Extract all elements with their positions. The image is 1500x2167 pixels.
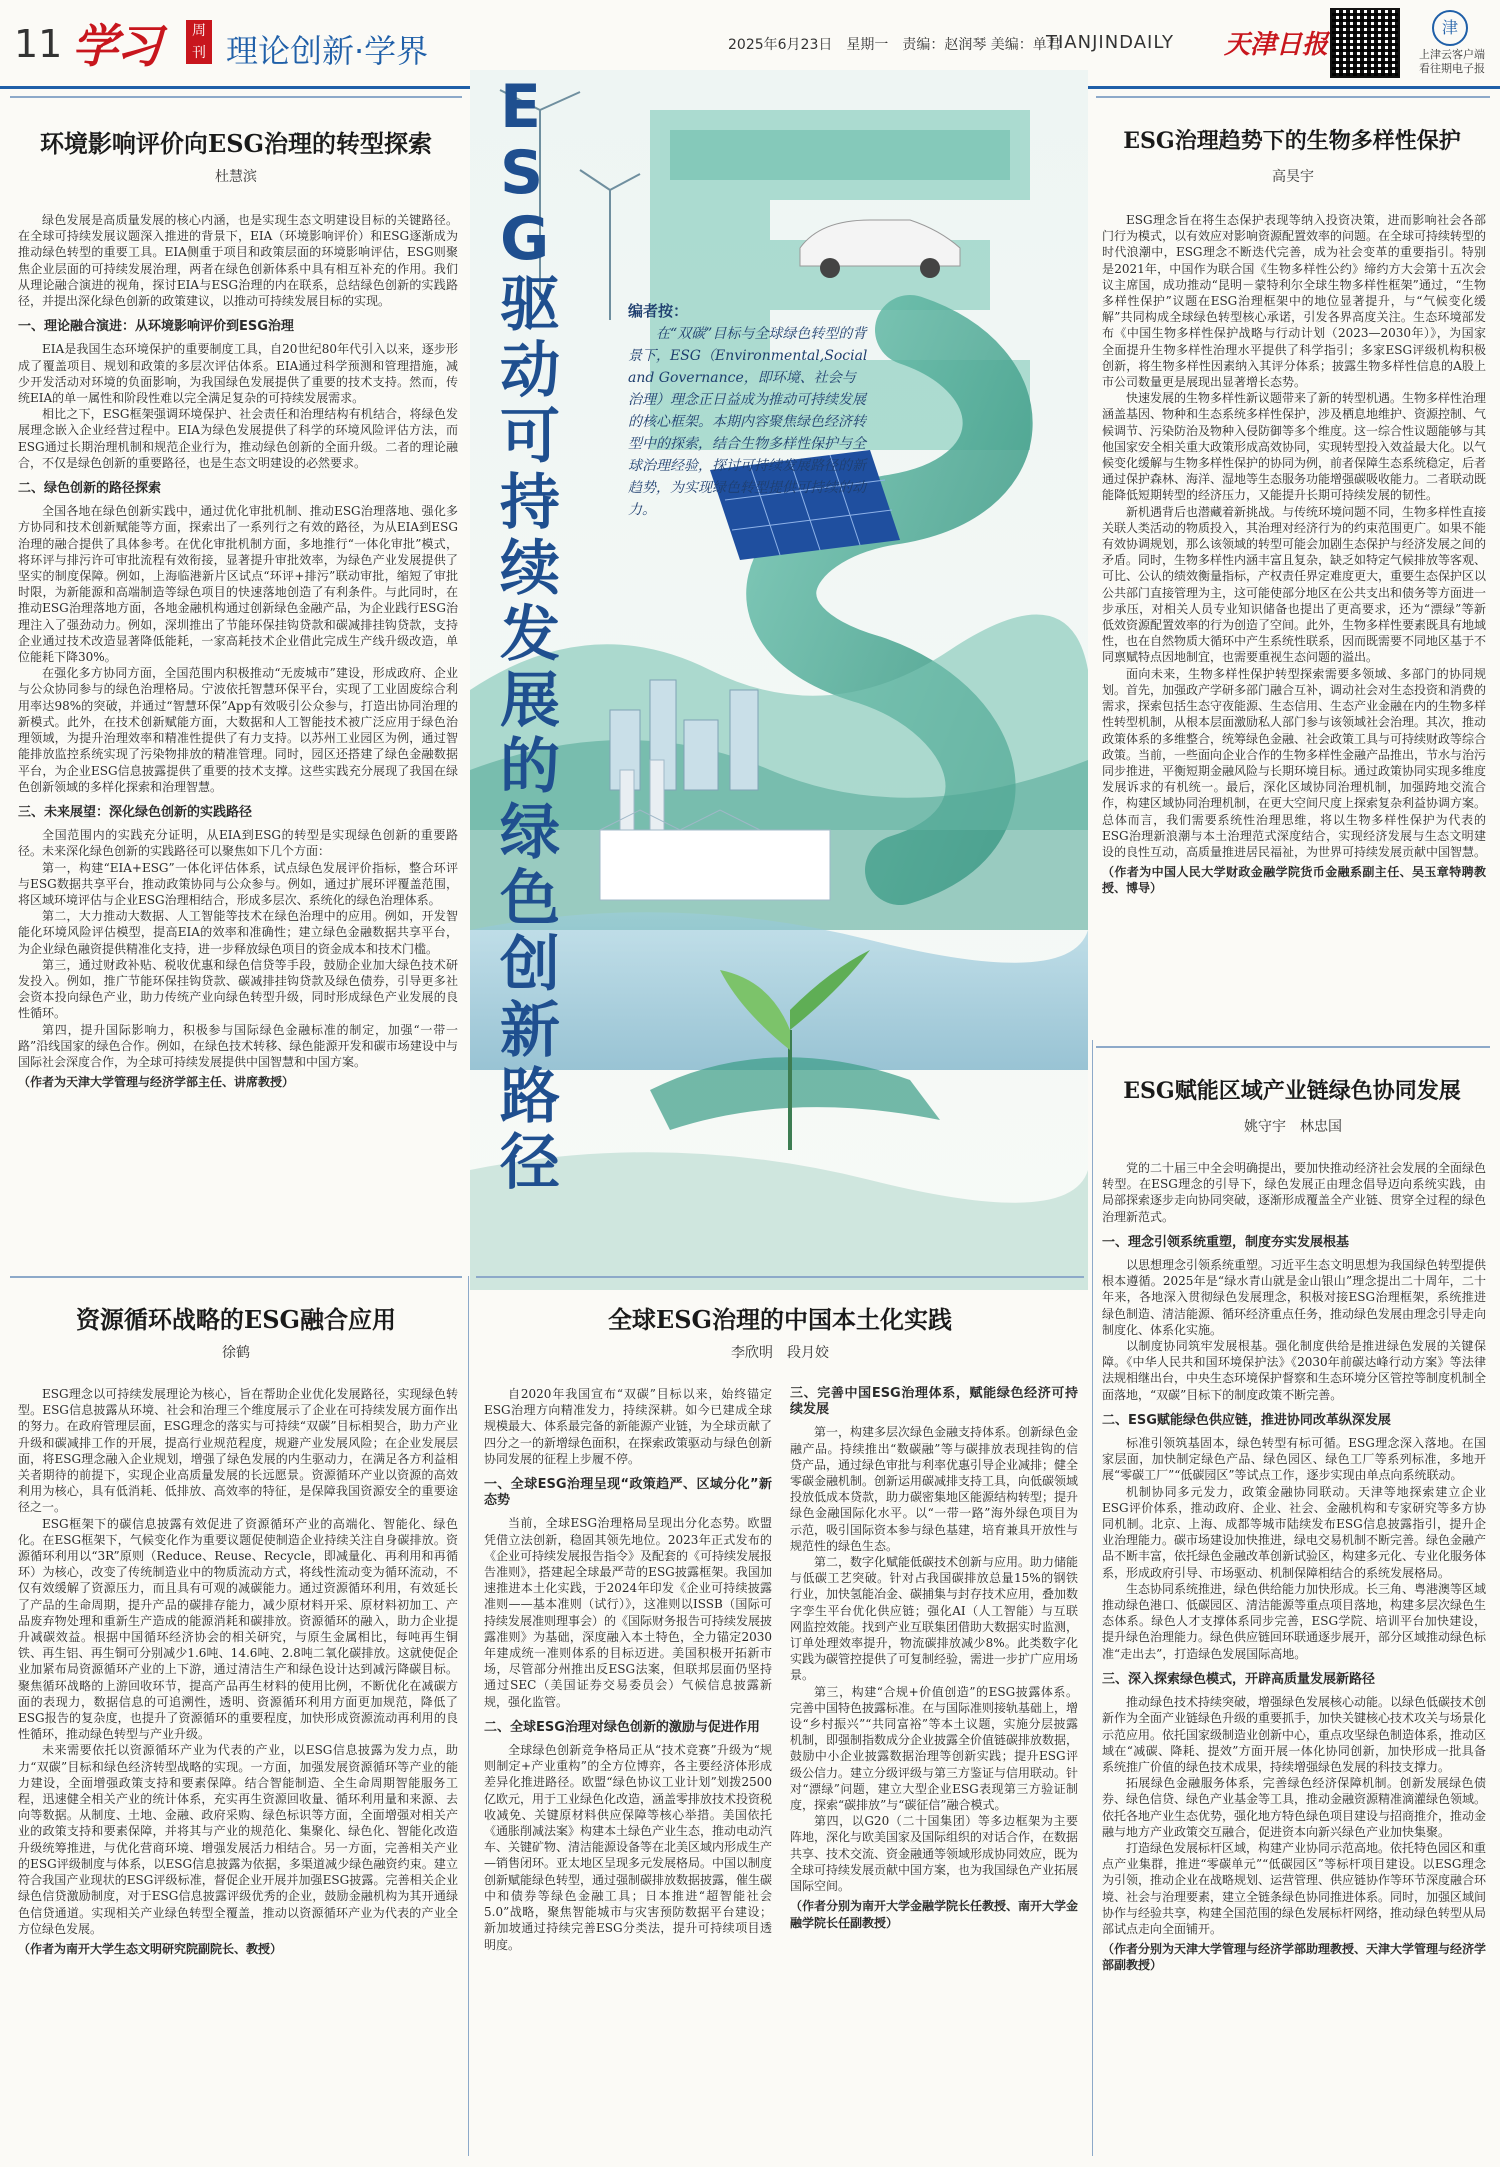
editor-note — [628, 300, 868, 521]
article-title: ESG治理趋势下的生物多样性保护 — [1123, 128, 1461, 154]
divider — [10, 1276, 462, 1278]
divider — [476, 1276, 1084, 1278]
editor-note-label: 编者按： — [628, 302, 689, 320]
logo: 学习 — [72, 19, 160, 73]
dateline: 2025年6月23日 星期一 责编：赵润琴 美编：单君 — [728, 37, 1061, 53]
article-title: ESG赋能区域产业链绿色协同发展 — [1123, 1078, 1461, 1104]
article-body: ESG理念旨在将生态保护表现等纳入投资决策，进而影响社会各部门行为模式，以有效应对影响资源配置效率的问题。在全球可持续转型的时代浪潮中，ESG理念不断迭代完善，成为社会变革的重要指引。特别是2021年，中国作为联合国《生物多样性公约》缔约方大会第十五次会议主席国，成功推动“昆明－蒙特利尔全球生物多样性框架”通过，“生物多样性保护”议题在ESG治理框架中的地位显著提升，与“气候变化缓解”共同构成全球绿色转型核心承诺，引发各界高度关注。生态环境部发布《中国生物多样性保护战略与行动计划（2023—2030年）》，为国家全面提升生物多样性治理水平提供了科学指引；多家ESG评级机构积极创新，将生物多样性因素纳入其评分体系；披露生物多样性信息的A股上市公司数量更是展现出显著增长态势。 快速发展的生物多样性新议题带来了新的转型机遇。生物多样性治理涵盖基因、物种和生态系统多样性保护，涉及栖息地维护、资源控制、气候调节、污染防治及物种入侵防御等多个维度。这一综合性议题能够与其他国家安全相关重大政策形成高效协同，实现转型投入效益最大化。以气候变化缓解与生物多样性保护的协同为例，前者保障生态系统稳定，后者通过保护森林、海洋、湿地等生态服务功能增强碳吸收能力。二者联动既能降低短期转型的经济压力，又能提升长期可持续发展的韧性。 新机遇背后也潜藏着新挑战。与传统环境问题不同，生物多样性直接关联人类活动的物质投入，其治理对经济行为的约束范围更广。如果不能有效协调规划，那么该领域的转型可能会加剧生态保护与经济发展之间的矛盾。同时，生物多样性内涵丰富且复杂，缺乏如特定气候排放等客观、可比、公认的绩效衡量指标，产权责任界定难度更大，重要生态保护区以公共部门直接管理为主，这可能使部分地区在公共支出和债务等方面进一步承压，对相关人员专业知识储备也提出了更高要求，还为“漂绿”等新低效资源配置效率的行为创造了空间。此外，生物多样性要素既具有地域性，也在自然物质大循环中产生系统性联系，因而既需要不同地区基于不同禀赋特点因地制宜，也需要重视生态问题的溢出。 面向未来，生物多样性保护转型探索需要多领域、多部门的协同规划。首先，加强政产学研多部门融合互补，调动社会对生态投资和消费的需求，探索包括生态守夜能源、生态信用、生态产业金融在内的生物多样性转型机制，从根本层面激励私人部门参与该领域社会治理。其次，推动政策体系的多维整合，统筹绿色金融、社会政策工具与可持续财政等综合政策。当前，一些面向企业合作的生物多样性金融产品推出，节水与治污同步推进，平衡短期金融风险与长期环境目标。通过政策协同实现多维度发展诉求的有机统一。最后，深化区域协同治理机制，加强跨地交流合作，构建区域协同治理机制，在更大空间尺度上探索复杂利益协调方案。总体而言，我们需要系统性治理思维，将以生物多样性保护为代表的ESG治理新浪潮与本土治理范式深度结合，实现经济发展与生态文明建设的良性互动，高质量推进居民福祉，为世界可持续发展贡献中国智慧。 （作者为中国人民大学财政金融学院货币金融系副主任、吴玉章特聘教授、博导） — [1102, 213, 1486, 896]
weekly-badge: 周刊 — [186, 20, 212, 64]
feature-title: ESG驱动可持续发展的绿色创新路径 — [500, 72, 560, 1198]
column-divider — [1092, 1040, 1093, 2156]
article-body: 绿色发展是高质量发展的核心内涵，也是实现生态文明建设目标的关键路径。在全球可持续发展议题深入推进的背景下，EIA（环境影响评价）和ESG逐渐成为推动绿色转型的重要工具。EIA侧重于项目和政策层面的环境影响评估，ESG则聚焦企业层面的可持续发展治理，两者在绿色创新体系中具有相互补充的作用。我们从理论融合演进的视角，探讨EIA与ESG治理的内在联系，总结绿色创新的实践路径，并提出深化绿色创新的政策建议，以推动可持续发展目标的实现。 一、理论融合演进：从环境影响评价到ESG治理 EIA是我国生态环境保护的重要制度工具，自20世纪80年代引入以来，逐步形成了覆盖项目、规划和政策的多层次评估体系。EIA通过科学预测和管理措施，减少开发活动对环境的负面影响，为我国绿色发展提供了重要的技术支持。然而，传统EIA的单一属性和阶段性难以完全满足复杂的可持续发展需求。 相比之下，ESG框架强调环境保护、社会责任和治理结构有机结合，将绿色发展理念嵌入企业经营过程中。EIA为绿色发展提供了科学的环境风险评估方法，而ESG通过长期治理机制和规范企业行为，推动绿色创新的全面升级。二者的理论融合，不仅是绿色创新的重要路径，也是生态文明建设的必然要求。 二、绿色创新的路径探索 全国各地在绿色创新实践中，通过优化审批机制、推动ESG治理落地、强化多方协同和技术创新赋能等方面，探索出了一系列行之有效的路径，为从EIA到ESG治理的融合提供了具体参考。在优化审批机制方面，多地推行“一体化审批”模式，将环评与排污许可审批流程有效衔接，显著提升审批效率，为绿色产业发展提供了坚实的制度保障。例如，上海临港新片区试点“环评+排污”联动审批，缩短了审批时限，为新能源和高端制造等绿色项目的快速落地创造了有利条件。与此同时，在推动ESG治理落地方面，各地金融机构通过创新绿色金融产品，为企业践行ESG治理注入了强劲动力。例如，深圳推出了节能环保挂钩贷款和碳减排挂钩贷款，支持企业通过技术改造显著降低能耗，一家高耗技术企业借此完成生产线升级改造，单位能耗下降30%。 在强化多方协同方面，全国范围内积极推动“无废城市”建设，形成政府、企业与公众协同参与的绿色治理格局。宁波依托智慧环保平台，实现了工业固废综合利用率达98%的突破，并通过“智慧环保”App有效吸引公众参与，打造出协同治理的新模式。此外，在技术创新赋能方面，大数据和人工智能技术被广泛应用于绿色治理领域，为提升治理效率和精准性提供了有力支持。以苏州工业园区为例，通过智能排放监控系统实现了污染物排放的精准管理。同时，园区还搭建了绿色金融数据平台，为企业ESG信息披露提供了重要的技术支撑。这些实践充分展现了我国在绿色创新领域的多样化探索和治理智慧。 三、未来展望：深化绿色创新的实践路径 全国范围内的实践充分证明，从EIA到ESG的转型是实现绿色创新的重要路径。未来深化绿色创新的实践路径可以聚焦如下几个方面： 第一，构建“EIA+ESG”一体化评估体系，试点绿色发展评价指标，整合环评与ESG数据共享平台，推动政策协同与公众参与。例如，通过扩展环评覆盖范围，将区域环境评估与企业ESG治理相结合，形成多层次、系统化的绿色治理体系。 第二，大力推动大数据、人工智能等技术在绿色治理中的应用。例如，开发智能化环境风险评估模型，提高EIA的效率和准确性；建立绿色金融数据共享平台，为企业绿色融资提供精准化支持，进一步释放绿色项目的资金成本和技术门槛。 第三，通过财政补贴、税收优惠和绿色信贷等手段，鼓励企业加大绿色技术研发投入。例如，推广节能环保挂钩贷款、碳减排挂钩贷款及绿色债券，引导更多社会资本投向绿色产业，助力传统产业向绿色转型升级，同时形成绿色产业发展的良性循环。 第四，提升国际影响力，积极参与国际绿色金融标准的制定，加强“一带一路”沿线国家的绿色合作。例如，在绿色技术转移、绿色能源开发和碳市场建设中与国际社会深度合作，为全球可持续发展提供中国智慧和中国方案。 （作者为天津大学管理与经济学部主任、讲席教授） — [18, 213, 458, 1090]
divider — [1096, 1046, 1490, 1048]
qr-code-icon[interactable] — [1330, 8, 1400, 78]
divider — [1096, 96, 1490, 98]
app-logo-icon[interactable]: 津 — [1432, 10, 1468, 46]
section-title: 理论创新·学界 — [226, 32, 429, 70]
article-title: 资源循环战略的ESG融合应用 — [75, 1305, 397, 1334]
article-author: 李欣明 段月姣 — [731, 1345, 829, 1361]
article-title: 全球ESG治理的中国本土化实践 — [607, 1305, 953, 1334]
divider — [10, 96, 462, 98]
article-title: 环境影响评价向ESG治理的转型探索 — [39, 129, 433, 158]
editor-note-text: 在“双碳”目标与全球绿色转型的背景下，ESG（Environmental,Social and Governance，即环境、社会与治理）理念正日益成为推动可持续发展的核心框架。本期内容聚焦绿色经济转型中的探索，结合生物多样性保护与全球治理经验，探讨可持续发展路径的新趋势，为实现绿色转型提供可持续的动力。 — [628, 326, 868, 518]
page-number: 11 — [14, 22, 63, 66]
article-author: 杜慧滨 — [215, 169, 257, 185]
article-author: 姚守宇 林忠国 — [1244, 1119, 1342, 1135]
article-body: 自2020年我国宣布“双碳”目标以来，始终锚定ESG治理方向精准发力，持续深耕。如今已建成全球规模最大、体系最完备的新能源产业链，为全球贡献了四分之一的新增绿色面积，在探索政策驱动与绿色创新协同发展的征程上步履不停。 一、全球ESG治理呈现“政策趋严、区域分化”新态势 当前，全球ESG治理格局呈现出分化态势。欧盟凭借立法创新，稳固其领先地位。2023年正式发布的《企业可持续发展报告指令》及配套的《可持续发展报告准则》，搭建起全球最严苛的ESG披露框架。我国加速推进本土化实践，于2024年印发《企业可持续披露准则——基本准则（试行）》，这准则以ISSB（国际可持续发展准则理事会）的《国际财务报告可持续发展披露准则》为基础，深度融入本土特色，全力锚定2030年建成统一准则体系的目标迈进。美国积极开拓新市场，尽管部分州推出反ESG法案，但联邦层面仍坚持通过SEC（美国证券交易委员会）气候信息披露新规，强化监管。 二、全球ESG治理对绿色创新的激励与促进作用 全球绿色创新竞争格局正从“技术竞赛”升级为“规则制定+产业重构”的全方位博弈，各主要经济体形成差异化推进路径。欧盟“绿色协议工业计划”划拨2500亿欧元，用于工业绿色化改造，涵盖零排放技术投资税收减免、关键原材料供应保障等核心举措。美国依托《通胀削减法案》构建本土绿色产业生态，推动电动汽车、关键矿物、清洁能源设备等在北美区域内形成生产—销售闭环。亚太地区呈现多元发展格局。中国以制度创新赋能绿色转型，通过强制碳排放数据披露，催生碳中和债券等绿色金融工具；日本推进“超智能社会5.0”战略，聚焦智能城市与灾害预防数据平台建设；新加坡通过持续完善ESG分类法，提升可持续项目透明度。 三、完善中国ESG治理体系，赋能绿色经济可持续发展 第一，构建多层次绿色金融支持体系。创新绿色金融产品。持续推出“数碳融”等与碳排放表现挂钩的信贷产品，通过绿色审批与利率优惠引导企业减排；健全零碳金融机制。创新运用碳减排支持工具，向低碳领域投放低成本贷款，助力碳密集地区能源结构转型；提升绿色金融国际化水平。以“一带一路”海外绿色项目为示范，吸引国际资本参与绿色基建，培育兼具开放性与规范性的绿色生态。 第二，数字化赋能低碳技术创新与应用。助力储能与低碳工艺突破。针对占我国碳排放总量15%的钢铁行业，加快氢能冶金、碳捕集与封存技术应用，叠加数字孪生平台优化供应链；强化AI（人工智能）与互联网监控效能。找到产业互联集团借助大数据实时监测，订单处理效率提升，物流碳排放减少8%。此类数字化实践为碳管控提供了可复制经验，需进一步扩广应用场景。 第三，构建“合规+价值创造”的ESG披露体系。完善中国特色披露标准。在与国际准则接轨基础上，增设“乡村振兴”“共同富裕”等本土议题，实施分层披露机制，即强制指数成分企业披露全价值链碳排放数据，鼓励中小企业披露数据治理等创新实践；提升ESG评级公信力。建立分级评级与第三方鉴证与信用联动。针对“漂绿”问题，建立大型企业ESG表现第三方验证制度，探索“碳排放”与“碳征信”融合模式。 第四，以G20（二十国集团）等多边框架为主要阵地，深化与欧美国家及国际组织的对话合作，在数据共享、技术交流、资金融通等领域形成协同效应，既为全球可持续发展贡献中国方案，也为我国绿色产业拓展国际空间。 （作者分别为南开大学金融学院长任教授、南开大学金融学院长任副教授） — [484, 1386, 1078, 1952]
app-caption: 上津云客户端 看往期电子报 — [1419, 48, 1485, 75]
paper-name-en: TIANJINDAILY — [1046, 32, 1174, 53]
article-author: 高昊宇 — [1272, 169, 1314, 185]
article-body: 党的二十届三中全会明确提出，要加快推动经济社会发展的全面绿色转型。在ESG理念的引导下，绿色发展正由理念倡导迈向系统实践，由局部探索逐步走向协同突破，逐渐形成覆盖全产业链、贯穿全过程的绿色治理新范式。 一、理念引领系统重塑，制度夯实发展根基 以思想理念引领系统重塑。习近平生态文明思想为我国绿色转型提供根本遵循。2025年是“绿水青山就是金山银山”理念提出二十周年，二十年来，各地深入贯彻绿色发展理念，积极对接ESG治理框架，系统推进绿色制造、清洁能源、循环经济重点任务，推动绿色发展由理念引导走向制度化、体系化实施。 以制度协同筑牢发展根基。强化制度供给是推进绿色发展的关键保障。《中华人民共和国环境保护法》《2030年前碳达峰行动方案》等法律法规相继出台，中央生态环境保护督察和生态环境分区管控等制度机制全面落地，“双碳”目标下的制度政策不断完善。 二、ESG赋能绿色供应链，推进协同改革纵深发展 标准引领筑基固本，绿色转型有标可循。ESG理念深入落地。在国家层面，加快制定绿色产品、绿色园区、绿色工厂等系列标准，多地开展“零碳工厂”“低碳园区”等试点工作，逐步实现由单点向系统联动。 机制协同多元发力，政策金融协同联动。天津等地探索建立企业ESG评价体系，推动政府、企业、社会、金融机构和专家研究等多方协同机制。北京、上海、成都等城市陆续发布ESG信息披露指引，提升企业治理能力。碳市场建设加快推进，绿电交易机制不断完善。绿色金融产品不断丰富，依托绿色金融改革创新试验区，构建多元化、专业化服务体系，形成政府引导、市场驱动、机制保障相结合的系统发展格局。 生态协同系统推进，绿色供给能力加快形成。长三角、粤港澳等区域推动绿色港口、低碳园区、清洁能源等重点项目落地，构建多层次绿色生态体系。绿色人才支撑体系同步完善，ESG学院、培训平台加快建设，提升绿色治理能力。绿色供应链回环联通逐步展开，部分区域推动绿色标准“走出去”，打造绿色发展国际高地。 三、深入探索绿色模式，开辟高质量发展新路径 推动绿色技术持续突破，增强绿色发展核心动能。以绿色低碳技术创新作为全面产业链绿色升级的重要抓手，加快关键核心技术攻关与场景化示范应用。依托国家级制造业创新中心，重点攻坚绿色制造体系，推动区域在“减碳、降耗、提效”方面开展一体化协同创新，加快形成一批具备系统推广价值的绿色技术成果，持续增强绿色发展的科技支撑力。 拓展绿色金融服务体系，完善绿色经济保障机制。创新发展绿色债券、绿色信贷、绿色产业基金等工具，推动金融资源精准滴灌绿色领域。依托各地产业生态优势，强化地方特色绿色项目建设与招商推介，推动金融与地方产业政策交互融合，促进资本向新兴绿色产业加快集聚。 打造绿色发展标杆区域，构建产业协同示范高地。依托特色园区和重点产业集群，推进“零碳单元”“低碳园区”等标杆项目建设。以ESG理念为引领，推动企业在战略规划、运营管理、供应链协作等环节深度融合环境、社会与治理要素，建立全链条绿色协同推进体系。同时，加强区域间协作与经验共享，构建全国范围的绿色发展标杆网络，推动绿色转型从局部试点走向全面铺开。 （作者分别为天津大学管理与经济学部助理教授、天津大学管理与经济学部副教授） — [1102, 1161, 1486, 1973]
paper-name-cn: 天津日报 — [1224, 30, 1329, 60]
article-body: ESG理念以可持续发展理论为核心，旨在帮助企业优化发展路径，实现绿色转型。ESG信息披露从环境、社会和治理三个维度展示了企业在可持续发展方面作出的努力。在政府管理层面，ESG理念的落实与可持续“双碳”目标相契合，助力产业升级和碳减排工作的开展，提高行业规范程度，规避产业发展风险；在企业发展层面，将ESG理念融入企业规划，增强了绿色发展的内生驱动力，在满足各方利益相关者期待的前提下，实现企业高质量发展的长远愿景。资源循环产业以资源的高效利用为核心，具有低消耗、低排放、高效率的特征，是保障我国资源安全的重要途径之一。 ESG框架下的碳信息披露有效促进了资源循环产业的高端化、智能化、绿色化。在ESG框架下，气候变化作为重要议题促使制造企业持续关注自身碳排放。资源循环利用以“3R”原则（Reduce、Reuse、Recycle，即减量化、再利用和再循环）为核心，改变了传统制造业中的物质流动方式，将线性流动变为循环流动，不仅有效缓解了资源压力，而且具有可观的减碳能力。通过资源循环利用，有效延长了产品的生命周期，提升产品的碳排存能力，减少原材料开采、原材料初加工、产品废弃物处理和重新生产造成的能源消耗和碳排放。资源循环的融入，助力企业提升减碳效益。根据中国循环经济协会的相关研究，与原生金属相比，每吨再生铜铁、再生铝、再生铜可分别减少1.6吨、14.6吨、2.8吨二氧化碳排放。这就使促企业加紧布局资源循环产业的上下游，通过清洁生产和绿色设计达到减污降碳目标。聚焦循环战略的上游回收环节，提高产品再生材料的使用比例，不断优化在减碳方面的表现力，数据信息的可追溯性，透明、资源循环利用方面更加规范，降低了ESG报告的复杂度，也提升了资源循环的重要程度，加快形成资源流动再利用的良性循环，推动绿色转型与产业升级。 未来需要依托以资源循环产业为代表的产业，以ESG信息披露为发力点，助力“双碳”目标和绿色经济转型战略的实现。一方面，加强发展资源循环等产业的能力建设，全面增强政策支持和要素保障。结合智能制造、全生命周期智能服务工程，迅速健全相关产业的统计体系，充实再生资源回收量、循环利用量和来源、去向等数据。从制度、土地、金融、政府采购、绿色标识等方面，全面增强对相关产业的政策支持和要素保障，并将其与产业的规范化、集聚化、绿色化、智能化改造升级统筹推进，与优化营商环境、增强发展活力相结合。另一方面，完善相关产业的ESG评级制度与体系，以ESG信息披露为依据，多渠道减少绿色融资约束。建立符合我国产业现状的ESG评级标准，督促企业开展并加强ESG披露。完善相关企业绿色信贷激励制度，对于ESG信息披露评级优秀的企业，鼓励金融机构为其开通绿色信贷通道。实现相关产业绿色转型全覆盖，推动以资源循环产业为代表的产业全方位绿色发展。 （作者为南开大学生态文明研究院副院长、教授） — [18, 1387, 458, 1956]
column-divider — [468, 1276, 469, 2156]
article-author: 徐鹤 — [222, 1345, 250, 1361]
